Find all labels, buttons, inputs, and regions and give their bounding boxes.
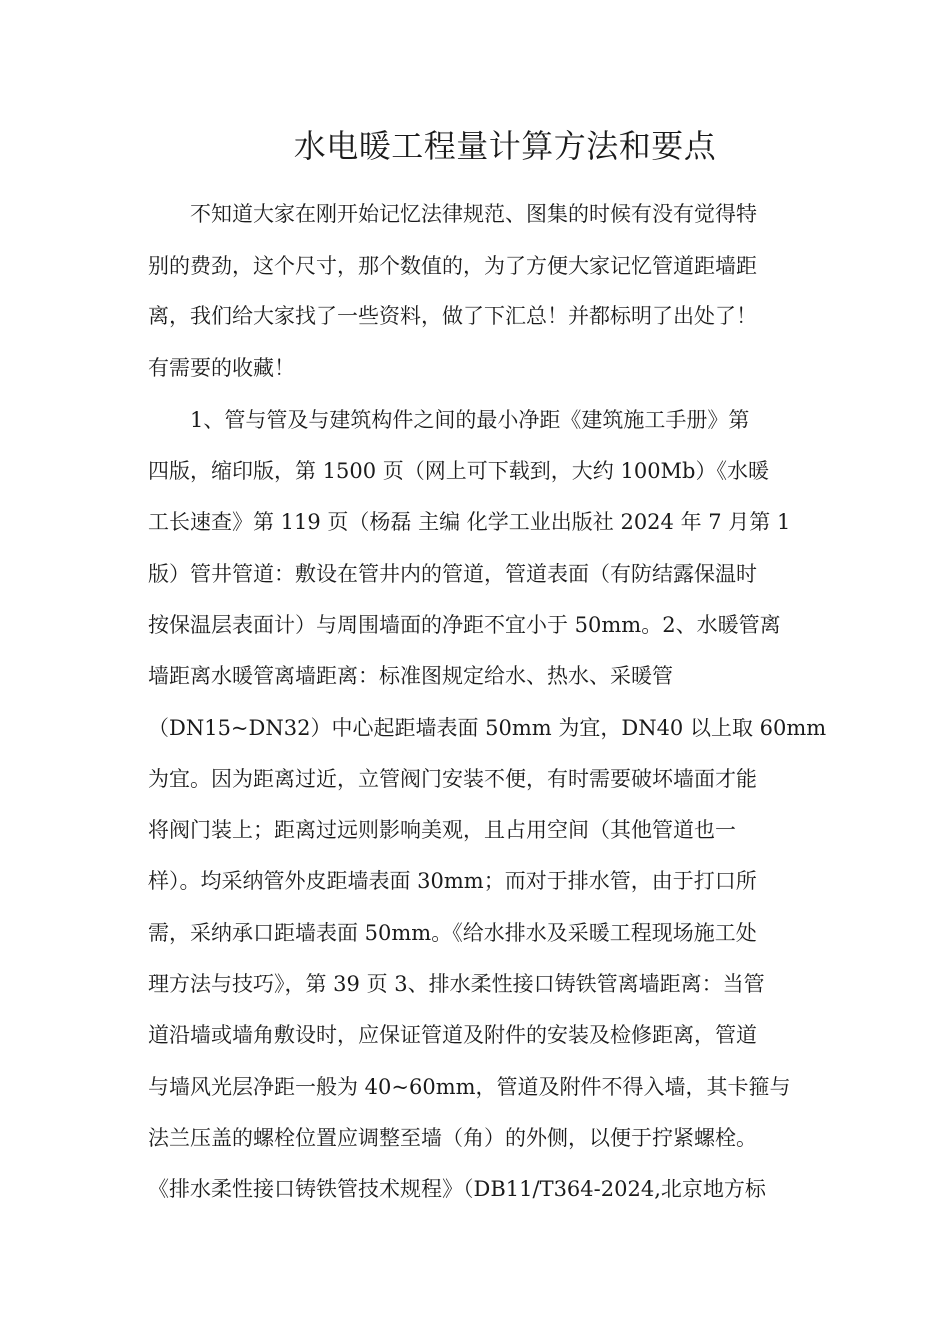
paragraph-line: 为宜。因为距离过近，立管阀门安装不便，有时需要破坏墙面才能	[148, 767, 757, 791]
paragraph-line: 不知道大家在刚开始记忆法律规范、图集的时候有没有觉得特	[190, 202, 757, 226]
paragraph-line: 《排水柔性接口铸铁管技术规程》（DB11/T364-2024,北京地方标	[148, 1177, 766, 1201]
paragraph-line: 需，采纳承口距墙表面 50mm。《给水排水及采暖工程现场施工处	[148, 921, 757, 945]
paragraph-line: 法兰压盖的螺栓位置应调整至墙（角）的外侧，以便于拧紧螺栓。	[148, 1126, 757, 1150]
paragraph-line: 理方法与技巧》，第 39 页 3、排水柔性接口铸铁管离墙距离：当管	[148, 972, 765, 996]
paragraph-line: 离，我们给大家找了一些资料，做了下汇总！并都标明了出处了！	[148, 304, 757, 328]
paragraph-line: 道沿墙或墙角敷设时，应保证管道及附件的安装及检修距离，管道	[148, 1023, 757, 1047]
paragraph-line: 按保温层表面计）与周围墙面的净距不宜小于 50mm。2、水暖管离	[148, 613, 781, 637]
paragraph-line: 四版，缩印版，第 1500 页（网上可下载到，大约 100Mb）《水暖	[148, 459, 769, 483]
paragraph-line: 版）管井管道：敷设在管井内的管道，管道表面（有防结露保温时	[148, 562, 757, 586]
paragraph-line: 别的费劲，这个尺寸，那个数值的，为了方便大家记忆管道距墙距	[148, 254, 757, 278]
paragraph-line: 样）。均采纳管外皮距墙表面 30mm；而对于排水管，由于打口所	[148, 869, 757, 893]
document-title: 水电暖工程量计算方法和要点	[293, 127, 717, 165]
paragraph-line: 墙距离水暖管离墙距离：标准图规定给水、热水、采暖管	[148, 664, 673, 688]
paragraph-line: 与墙风光层净距一般为 40~60mm，管道及附件不得入墙，其卡箍与	[148, 1075, 791, 1099]
paragraph-line: 将阀门装上；距离过远则影响美观，且占用空间（其他管道也一	[148, 818, 736, 842]
paragraph-line: 有需要的收藏！	[148, 356, 295, 380]
paragraph-line: 1、管与管及与建筑构件之间的最小净距《建筑施工手册》第	[190, 408, 750, 432]
paragraph-line: 工长速查》第 119 页（杨磊 主编 化学工业出版社 2024 年 7 月第 1	[148, 510, 791, 534]
paragraph-line: （DN15~DN32）中心起距墙表面 50mm 为宜，DN40 以上取 60mm	[148, 716, 827, 740]
